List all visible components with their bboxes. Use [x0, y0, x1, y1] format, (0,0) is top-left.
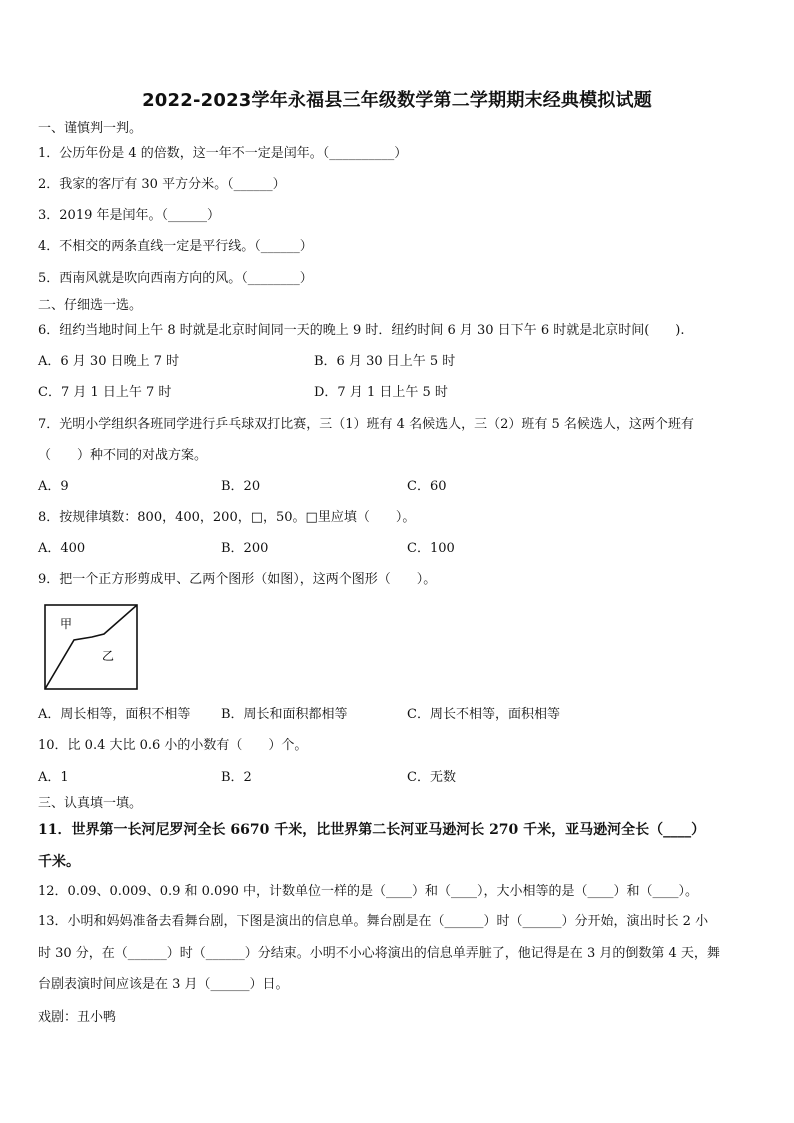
- question-1: 1．公历年份是 4 的倍数，这一年不一定是闰年。（__________）: [38, 146, 408, 161]
- question-8: 8．按规律填数：800，400，200，□，50。□里应填（ ）。: [38, 510, 416, 525]
- section-heading-1: 一、谨慎判一判。: [38, 121, 143, 136]
- question-10: 10．比 0.4 大比 0.6 小的小数有（ ）个。: [38, 738, 308, 753]
- question-13-line-2: 时 30 分，在（______）时（______）分结束。小明不小心将演出的信息单弄脏了，他记得是在 3 月的倒数第 4 天，舞: [38, 946, 720, 961]
- question-11-line-2: 千米。: [38, 854, 80, 870]
- q7-option-a: A．9: [38, 479, 69, 494]
- question-5: 5．西南风就是吹向西南方向的风。（________）: [38, 271, 313, 286]
- q10-option-c: C．无数: [407, 770, 456, 785]
- cut-line: [45, 605, 137, 689]
- q8-option-b: B．200: [221, 541, 269, 556]
- section-heading-3: 三、认真填一填。: [38, 796, 143, 811]
- q10-option-b: B．2: [221, 770, 252, 785]
- figure-label-jia: 甲: [60, 617, 73, 631]
- question-13-line-3: 台剧表演时间应该是在 3 月（______）日。: [38, 977, 289, 992]
- question-6: 6．纽约当地时间上午 8 时就是北京时间同一天的晚上 9 时．纽约时间 6 月 30 日下午 6 时就是北京时间( ).: [38, 323, 685, 338]
- q6-option-d: D．7 月 1 日上午 5 时: [314, 385, 448, 400]
- question-12: 12．0.09、0.009、0.9 和 0.090 中，计数单位一样的是（____）和（____），大小相等的是（____）和（____）。: [38, 884, 698, 899]
- question-2: 2．我家的客厅有 30 平方分米。（______）: [38, 177, 286, 192]
- q9-option-c: C．周长不相等，面积相等: [407, 707, 560, 722]
- page-title: 2022-2023学年永福县三年级数学第二学期期末经典模拟试题: [142, 90, 652, 111]
- q6-option-a: A．6 月 30 日晚上 7 时: [38, 354, 180, 369]
- question-7-line-2: （ ）种不同的对战方案。: [38, 448, 208, 463]
- q8-option-a: A．400: [38, 541, 86, 556]
- show-info-title: 戏剧：丑小鸭: [38, 1010, 117, 1025]
- q6-option-b: B．6 月 30 日上午 5 时: [314, 354, 456, 369]
- q7-option-c: C．60: [407, 479, 447, 494]
- figure-label-yi: 乙: [102, 649, 115, 663]
- question-13-line-1: 13．小明和妈妈准备去看舞台剧，下图是演出的信息单。舞台剧是在（______）时（______）分开始，演出时长 2 小: [38, 914, 709, 929]
- q7-option-b: B．20: [221, 479, 261, 494]
- section-heading-2: 二、仔细选一选。: [38, 298, 143, 313]
- question-7-line-1: 7．光明小学组织各班同学进行乒乓球双打比赛，三（1）班有 4 名候选人，三（2）班有 5 名候选人，这两个班有: [38, 417, 694, 432]
- question-11-line-1: 11．世界第一长河尼罗河全长 6670 千米，比世界第二长河亚马逊河长 270 千米，亚马逊河全长（____）: [38, 822, 706, 838]
- question-4: 4．不相交的两条直线一定是平行线。（______）: [38, 239, 313, 254]
- q10-option-a: A．1: [38, 770, 69, 785]
- question-9: 9．把一个正方形剪成甲、乙两个图形（如图），这两个图形（ ）。: [38, 572, 437, 587]
- square-cut-figure: [44, 604, 138, 690]
- q8-option-c: C．100: [407, 541, 455, 556]
- q6-option-c: C．7 月 1 日上午 7 时: [38, 385, 172, 400]
- square-cut-diagram: [44, 604, 138, 690]
- question-3: 3．2019 年是闰年。（______）: [38, 208, 220, 223]
- q9-option-a: A．周长相等，面积不相等: [38, 707, 191, 722]
- q9-option-b: B．周长和面积都相等: [221, 707, 348, 722]
